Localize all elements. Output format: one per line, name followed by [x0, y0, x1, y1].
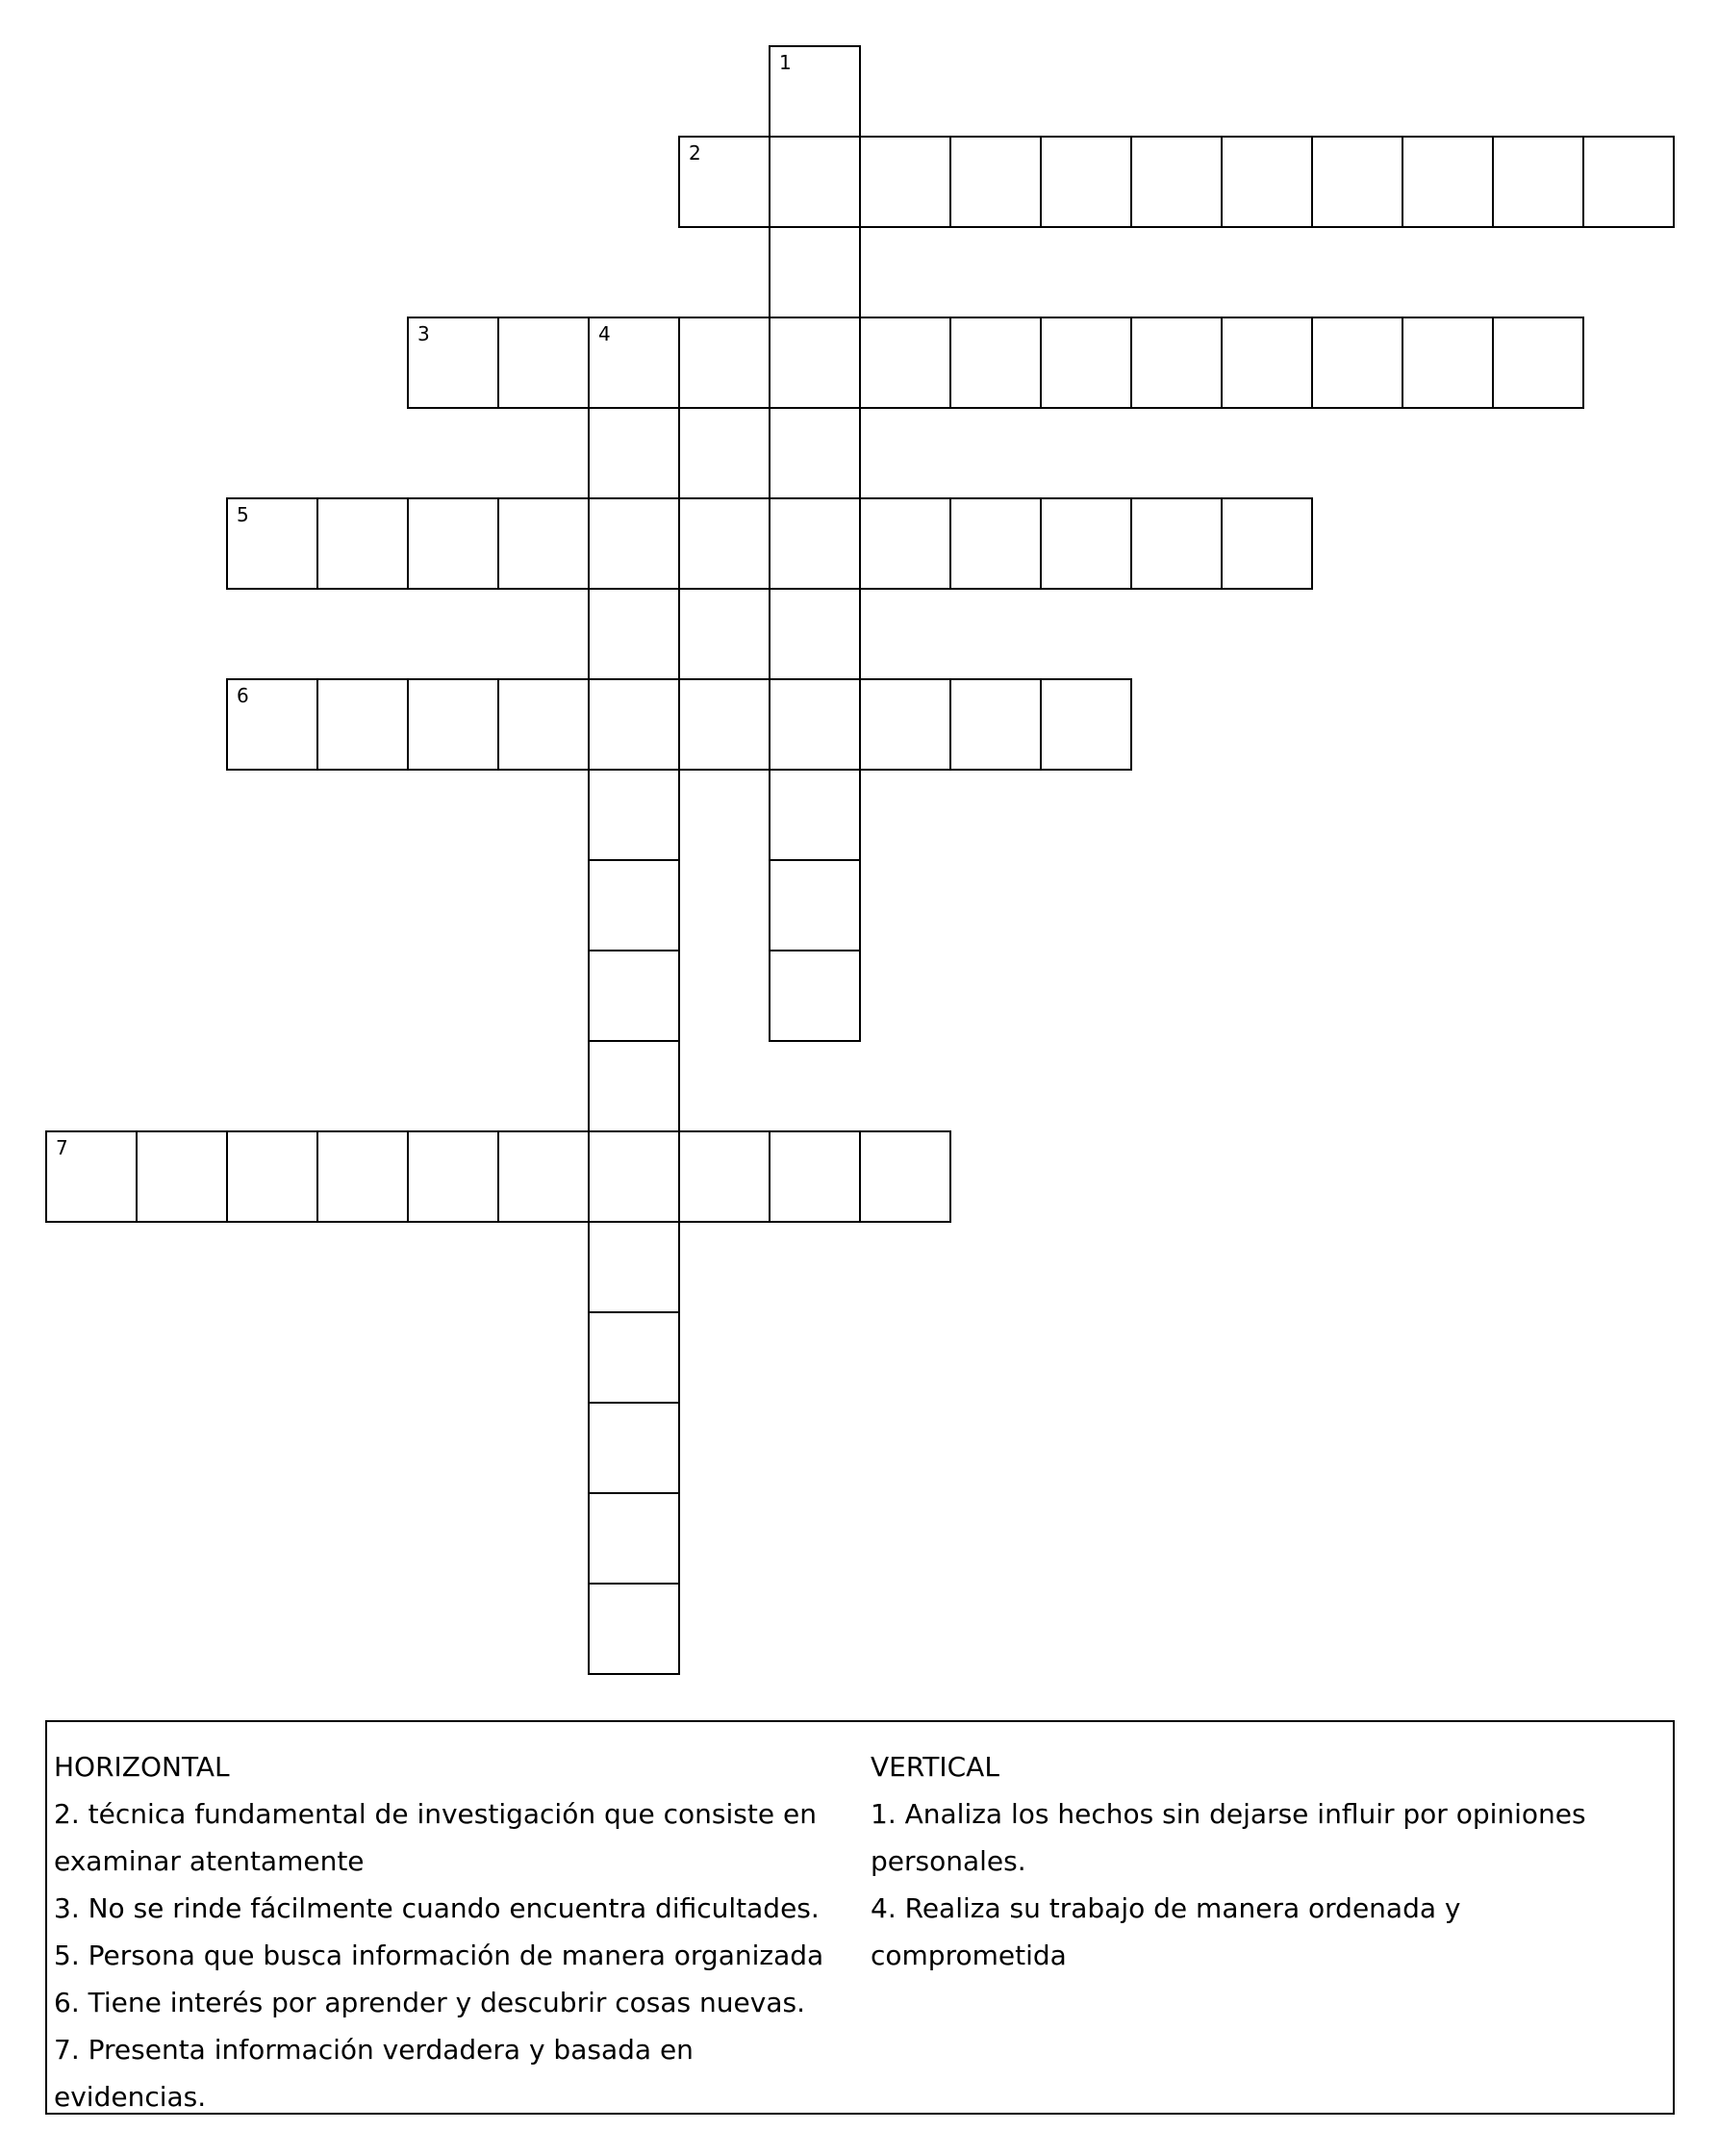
grid-cell[interactable]	[497, 1130, 590, 1223]
grid-cell[interactable]	[859, 136, 951, 228]
grid-cell[interactable]	[407, 497, 499, 590]
vertical-title: VERTICAL	[871, 1751, 999, 1783]
clue-number: 7	[56, 1136, 68, 1159]
grid-cell[interactable]	[769, 678, 861, 771]
horizontal-clues	[54, 1743, 843, 2120]
grid-cell[interactable]	[949, 317, 1042, 409]
horizontal-title: HORIZONTAL	[54, 1751, 230, 1783]
grid-cell[interactable]	[1582, 136, 1675, 228]
grid-cell[interactable]	[588, 678, 680, 771]
grid-cell[interactable]	[407, 1130, 499, 1223]
grid-cell[interactable]	[588, 317, 680, 409]
grid-cell[interactable]	[769, 226, 861, 318]
grid-cell[interactable]	[949, 678, 1042, 771]
grid-cell[interactable]	[769, 45, 861, 138]
grid-cell[interactable]	[1311, 317, 1403, 409]
grid-cell[interactable]	[769, 950, 861, 1042]
grid-cell[interactable]	[588, 859, 680, 951]
grid-cell[interactable]	[588, 1311, 680, 1404]
grid-cell[interactable]	[316, 1130, 409, 1223]
grid-cell[interactable]	[45, 1130, 138, 1223]
grid-cell[interactable]	[1221, 136, 1313, 228]
vertical-clues	[871, 1743, 1659, 1979]
grid-cell[interactable]	[588, 1040, 680, 1132]
clue-number: 6	[237, 684, 249, 707]
grid-cell[interactable]	[588, 769, 680, 861]
grid-cell[interactable]	[588, 407, 680, 499]
grid-cell[interactable]	[588, 1221, 680, 1313]
grid-cell[interactable]	[678, 678, 771, 771]
clue-across-3: 3. No se rinde fácilmente cuando encuentra dificultades.	[54, 1892, 820, 1924]
grid-cell[interactable]	[769, 407, 861, 499]
grid-cell[interactable]	[1221, 497, 1313, 590]
clue-number: 5	[237, 503, 249, 526]
grid-cell[interactable]	[769, 588, 861, 680]
grid-cell[interactable]	[1311, 136, 1403, 228]
grid-cell[interactable]	[588, 1402, 680, 1494]
grid-cell[interactable]	[1492, 136, 1584, 228]
clues-box	[45, 1720, 1675, 2115]
grid-cell[interactable]	[226, 1130, 318, 1223]
grid-cell[interactable]	[769, 497, 861, 590]
grid-cell[interactable]	[136, 1130, 228, 1223]
clue-down-1: 1. Analiza los hechos sin dejarse influir por opiniones personales.	[871, 1798, 1586, 1877]
grid-cell[interactable]	[769, 859, 861, 951]
grid-cell[interactable]	[769, 769, 861, 861]
grid-cell[interactable]	[859, 678, 951, 771]
clue-across-6: 6. Tiene interés por aprender y descubrir cosas nuevas.	[54, 1987, 805, 2018]
clue-number: 2	[689, 141, 701, 165]
grid-cell[interactable]	[497, 317, 590, 409]
clue-across-2: 2. técnica fundamental de investigación que consiste en examinar atentamente	[54, 1798, 817, 1877]
grid-cell[interactable]	[769, 136, 861, 228]
grid-cell[interactable]	[678, 497, 771, 590]
grid-cell[interactable]	[588, 1583, 680, 1675]
grid-cell[interactable]	[316, 497, 409, 590]
clue-number: 3	[417, 322, 430, 345]
grid-cell[interactable]	[949, 497, 1042, 590]
grid-cell[interactable]	[316, 678, 409, 771]
grid-cell[interactable]	[497, 497, 590, 590]
clue-number: 1	[779, 51, 792, 74]
grid-cell[interactable]	[949, 136, 1042, 228]
grid-cell[interactable]	[1040, 678, 1132, 771]
grid-cell[interactable]	[1130, 317, 1223, 409]
grid-cell[interactable]	[226, 497, 318, 590]
clue-across-5: 5. Persona que busca información de manera organizada	[54, 1940, 824, 1971]
grid-cell[interactable]	[407, 678, 499, 771]
grid-cell[interactable]	[588, 1130, 680, 1223]
grid-cell[interactable]	[678, 136, 771, 228]
grid-cell[interactable]	[1221, 317, 1313, 409]
grid-cell[interactable]	[859, 497, 951, 590]
clue-down-4: 4. Realiza su trabajo de manera ordenada y comprometida	[871, 1892, 1461, 1971]
clue-number: 4	[598, 322, 611, 345]
grid-cell[interactable]	[769, 317, 861, 409]
grid-cell[interactable]	[1492, 317, 1584, 409]
grid-cell[interactable]	[678, 317, 771, 409]
grid-cell[interactable]	[859, 317, 951, 409]
grid-cell[interactable]	[407, 317, 499, 409]
grid-cell[interactable]	[678, 1130, 771, 1223]
grid-cell[interactable]	[497, 678, 590, 771]
grid-cell[interactable]	[1402, 136, 1494, 228]
grid-cell[interactable]	[1402, 317, 1494, 409]
grid-cell[interactable]	[588, 588, 680, 680]
grid-cell[interactable]	[226, 678, 318, 771]
grid-cell[interactable]	[1130, 497, 1223, 590]
grid-cell[interactable]	[769, 1130, 861, 1223]
grid-cell[interactable]	[1040, 497, 1132, 590]
grid-cell[interactable]	[1040, 317, 1132, 409]
grid-cell[interactable]	[1130, 136, 1223, 228]
grid-cell[interactable]	[1040, 136, 1132, 228]
clue-across-7: 7. Presenta información verdadera y basada en evidencias.	[54, 2034, 694, 2113]
grid-cell[interactable]	[588, 950, 680, 1042]
grid-cell[interactable]	[859, 1130, 951, 1223]
grid-cell[interactable]	[588, 497, 680, 590]
grid-cell[interactable]	[588, 1492, 680, 1585]
